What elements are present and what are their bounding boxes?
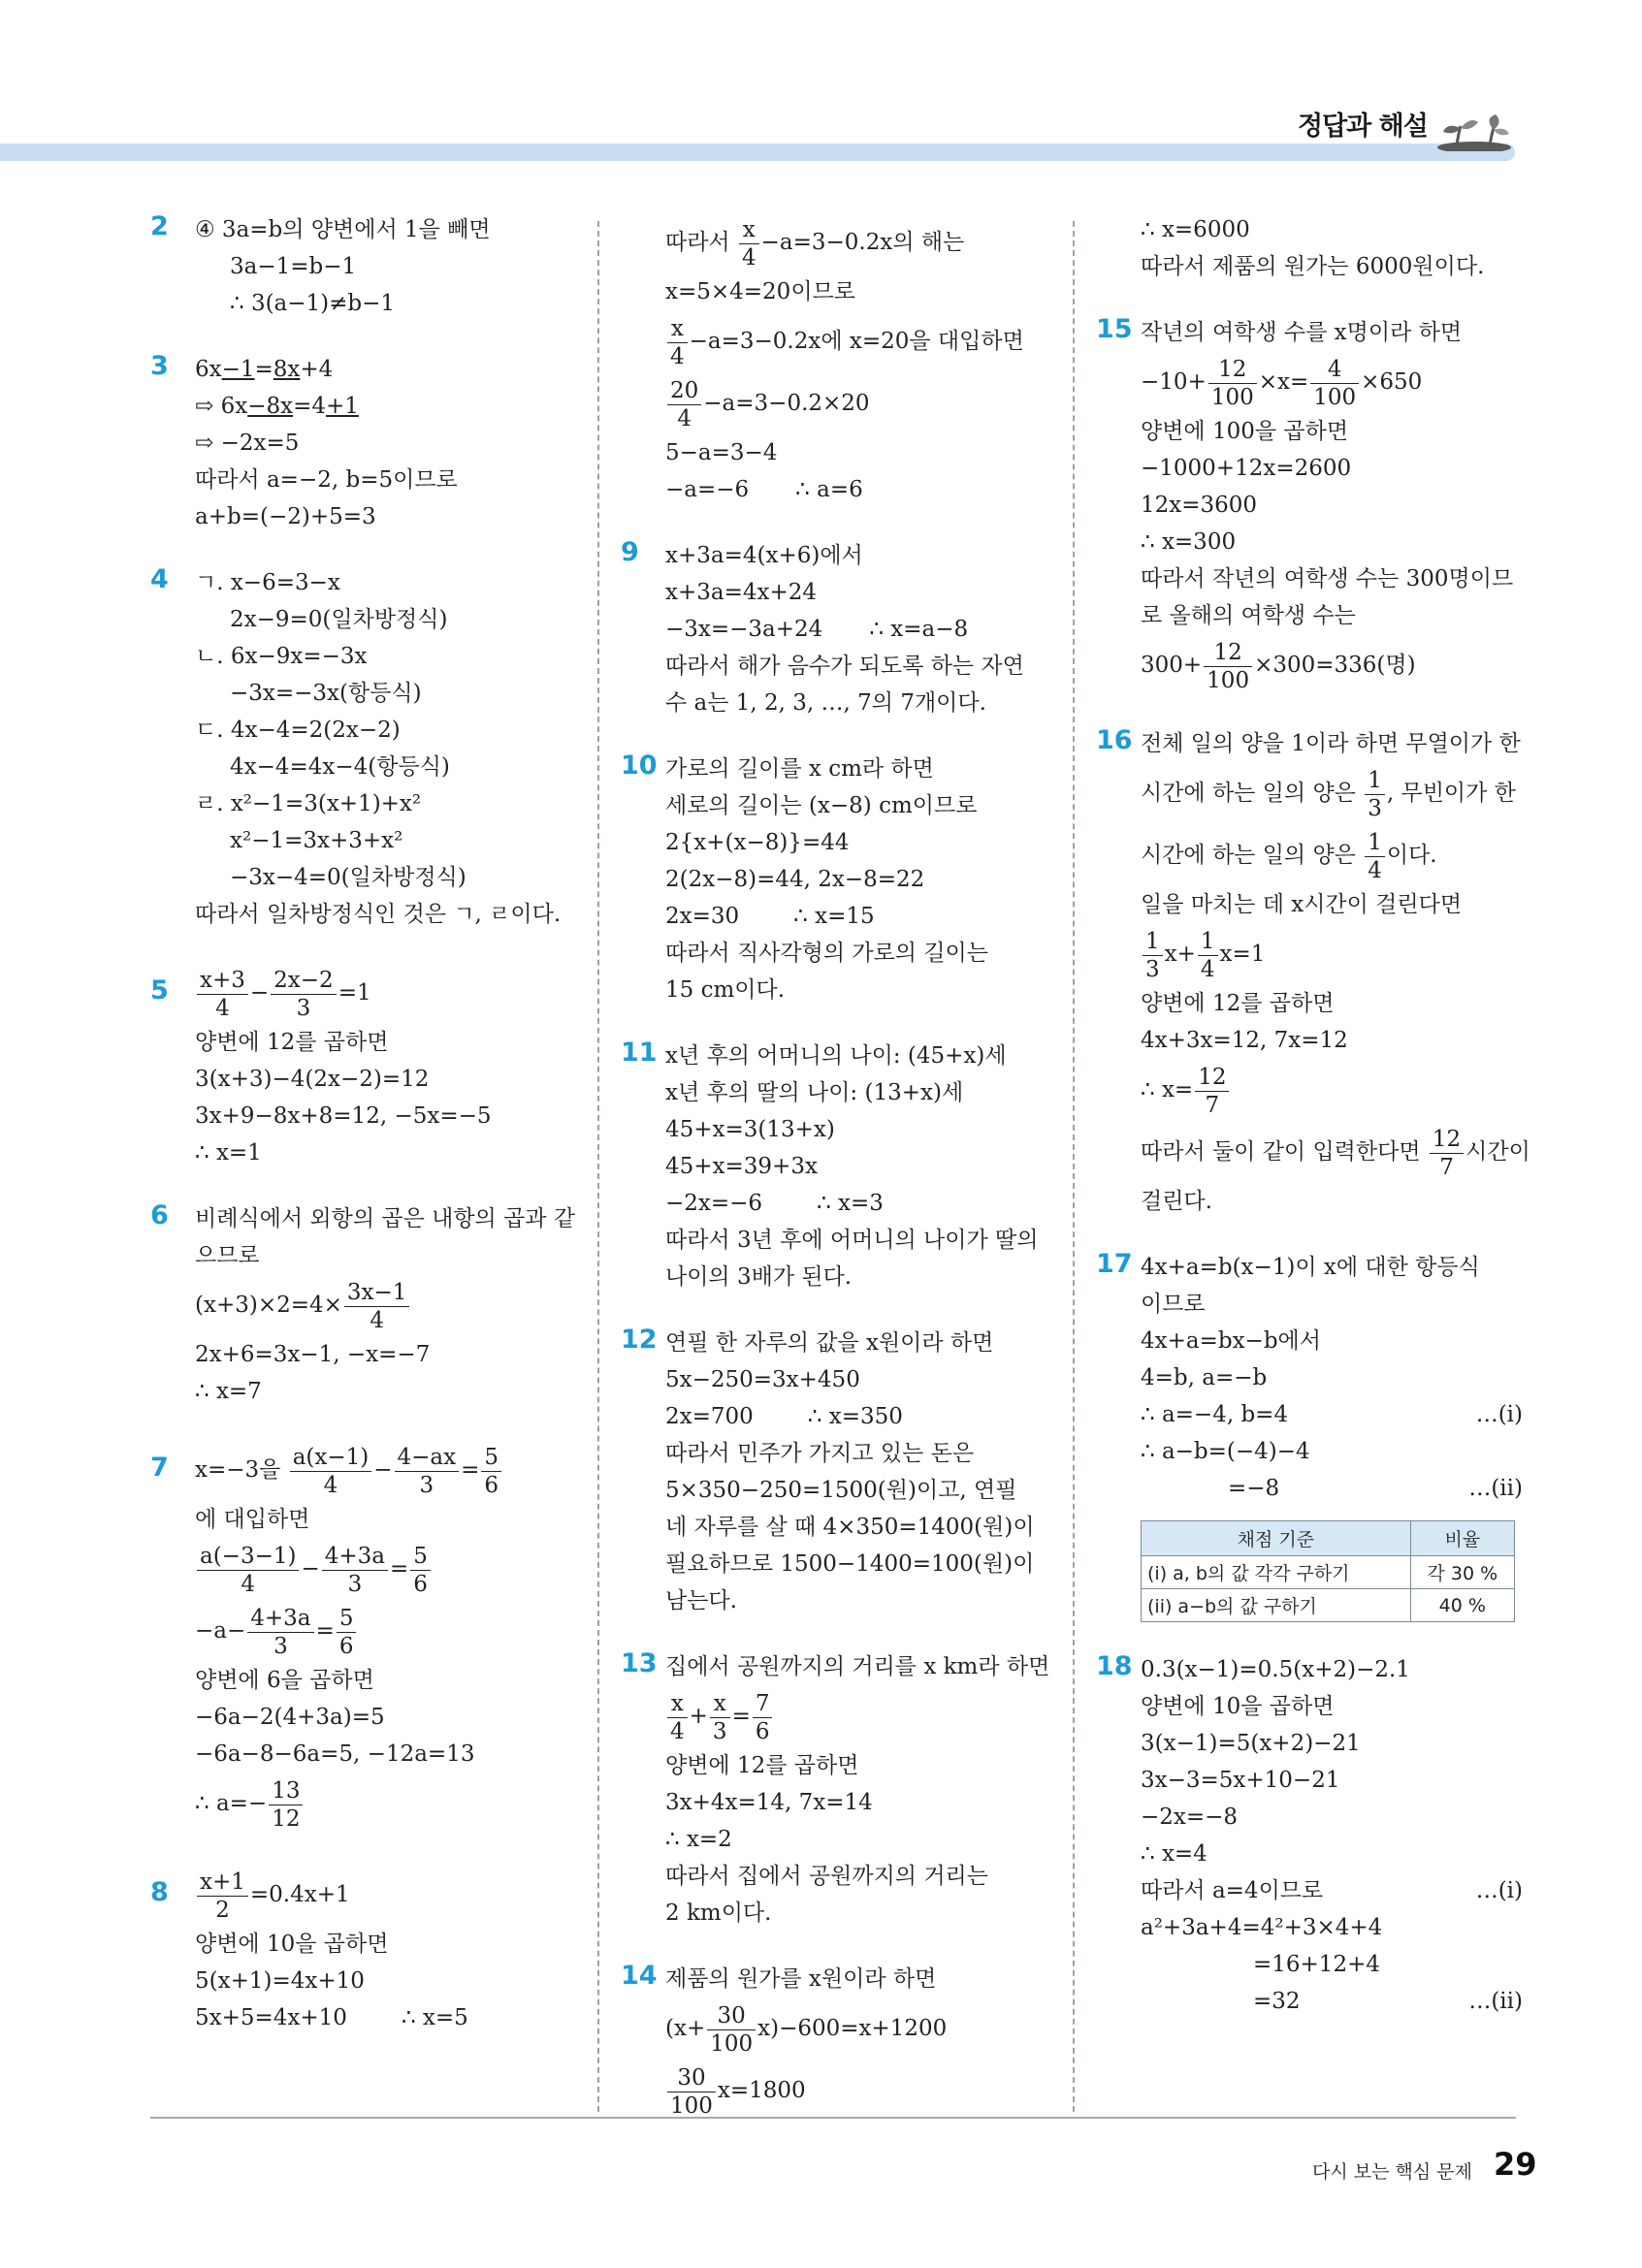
text-line: 따라서 일차방정식인 것은 ㄱ, ㄹ이다. xyxy=(195,902,562,927)
text-line: 2{x+(x−8)}=44 xyxy=(665,830,850,855)
text-line: ∴ x=4 xyxy=(1141,1841,1207,1867)
table-row: (ii) a−b의 값 구하기 40 % xyxy=(1142,1589,1515,1622)
equation-line: ∴ x= $\frac{12}{7}$ xyxy=(1141,1059,1523,1121)
text-line: 필요하므로 1500−1400=100(원)이 xyxy=(665,1551,1035,1577)
problem-number: 8 xyxy=(150,1877,169,1907)
equation-line: $\frac{x+3}{4}$ − $\frac{2x-2}{3}$ =1 xyxy=(195,962,577,1024)
text-line: ⇨ 6x−8x=4+1 xyxy=(195,394,359,419)
problem-14 xyxy=(621,1961,1047,2122)
text-line: 4=b, a=−b xyxy=(1141,1365,1268,1390)
text-line: a+b=(−2)+5=3 xyxy=(195,504,376,529)
text-line: 45+x=39+3x xyxy=(665,1154,818,1179)
text-line: x년 후의 딸의 나이: (13+x)세 xyxy=(665,1080,964,1105)
text-line: −3x−4=0(일차방정식) xyxy=(230,865,467,890)
problem-14-continued xyxy=(1096,211,1523,285)
text-line: 따라서 3년 후에 어머니의 나이가 딸의 xyxy=(665,1228,1039,1253)
text-line: 세로의 길이는 (x−8) cm이므로 xyxy=(665,793,978,818)
text-line: ㄴ. 6x−9x=−3x xyxy=(195,644,368,669)
text-line: 2x−9=0(일차방정식) xyxy=(230,607,448,632)
problem-number: 16 xyxy=(1096,725,1133,755)
text-line: 3(x+3)−4(2x−2)=12 xyxy=(195,1067,430,1092)
table-header: 채점 기준 xyxy=(1142,1521,1411,1556)
text-line: x=5×4=20이므로 xyxy=(665,279,855,304)
equation-line: 시간에 하는 일의 양은 $\frac{1}{3}$ , 무빈이가 한 xyxy=(1141,767,1516,821)
text-line: ∴ x=6000 xyxy=(1141,217,1250,242)
text-line: 따라서 집에서 공원까지의 거리는 xyxy=(665,1864,988,1889)
text-line: −3x=−3a+24 ∴ x=a−8 xyxy=(665,617,969,642)
text-line: 비례식에서 외항의 곱은 내항의 곱과 같 xyxy=(195,1206,576,1231)
text-line: 3x−3=5x+10−21 xyxy=(1141,1768,1340,1793)
text-line: 5−a=3−4 xyxy=(665,440,778,465)
text-line: ⇨ −2x=5 xyxy=(195,431,300,456)
text-line: 45+x=3(13+x) xyxy=(665,1117,835,1142)
text-line: 12x=3600 xyxy=(1141,493,1258,518)
problem-number: 18 xyxy=(1096,1651,1133,1681)
text-line: 4x−4=4x−4(항등식) xyxy=(230,754,450,780)
text-line: 15 cm이다. xyxy=(665,977,786,1003)
text-line: ∴ x=1 xyxy=(195,1140,262,1166)
text-line: ∴ x=2 xyxy=(665,1827,732,1852)
equation-line: 300+ $\frac{12}{100}$ ×300=336(명) xyxy=(1141,639,1416,693)
page-number: 29 xyxy=(1494,2146,1537,2183)
text-line: =32 …(ii) xyxy=(1253,1989,1523,2014)
text-line: 2x=700 ∴ x=350 xyxy=(665,1404,903,1429)
text-line: −3x=−3x(항등식) xyxy=(230,681,422,706)
equation-line: (x+ $\frac{30}{100}$ x)−600=x+1200 xyxy=(665,2002,948,2057)
text-line: 따라서 민주가 가지고 있는 돈은 xyxy=(665,1441,975,1466)
problem-number: 11 xyxy=(621,1038,658,1068)
text-line: 따라서 a=4이므로 …(i) xyxy=(1141,1878,1523,1903)
header-bar xyxy=(0,144,1515,161)
text-line: 남는다. xyxy=(665,1588,737,1613)
text-line: 3x+9−8x+8=12, −5x=−5 xyxy=(195,1103,492,1129)
text-line: 양변에 10을 곱하면 xyxy=(1141,1694,1335,1719)
table-row: (i) a, b의 값 각각 구하기 각 30 % xyxy=(1142,1556,1515,1589)
equation-line: x=−3을 $\frac{a(x-1)}{4}$ − $\frac{4-ax}{3}$ = $\frac{5}{6}$ xyxy=(195,1439,577,1501)
text-line: 2(2x−8)=44, 2x−8=22 xyxy=(665,867,925,892)
problem-16 xyxy=(1096,725,1530,1220)
text-line: 으므로 xyxy=(195,1243,260,1268)
equation-line: $\frac{x+1}{2}$ =0.4x+1 xyxy=(195,1864,577,1926)
text-line: 양변에 6을 곱하면 xyxy=(195,1668,374,1693)
equation-line: $\frac{20}{4}$ −a=3−0.2×20 xyxy=(665,372,1047,434)
text-line: 전체 일의 양을 1이라 하면 무열이가 한 xyxy=(1141,731,1521,756)
text-line: 양변에 12를 곱하면 xyxy=(195,1030,389,1055)
text-line: 양변에 12를 곱하면 xyxy=(665,1753,859,1778)
text-line: 5×350−250=1500(원)이고, 연필 xyxy=(665,1478,1017,1503)
text-line: 따라서 직사각형의 가로의 길이는 xyxy=(665,941,988,966)
text-line: 네 자루를 살 때 4×350=1400(원)이 xyxy=(665,1515,1035,1540)
problem-number: 13 xyxy=(621,1648,658,1678)
text-line: 따라서 해가 음수가 되도록 하는 자연 xyxy=(665,654,1024,679)
table-header: 비율 xyxy=(1410,1521,1514,1556)
problem-number: 3 xyxy=(150,351,169,381)
problem-6 xyxy=(150,1200,577,1410)
grading-table xyxy=(1141,1520,1515,1622)
equation-line: $\frac{1}{3}$ x+ $\frac{1}{4}$ x=1 xyxy=(1141,923,1523,985)
problem-12 xyxy=(621,1325,1047,1619)
problem-5 xyxy=(150,962,577,1171)
column-divider-1 xyxy=(597,221,599,2112)
text-line: −6a−2(4+3a)=5 xyxy=(195,1705,385,1730)
text-line: =−8 …(ii) xyxy=(1228,1476,1523,1501)
text-line: 5x+5=4x+10 ∴ x=5 xyxy=(195,2005,468,2030)
text-line: 2x+6=3x−1, −x=−7 xyxy=(195,1342,431,1367)
text-line: 5x−250=3x+450 xyxy=(665,1367,860,1392)
footer-rule xyxy=(150,2117,1516,2119)
problem-2 xyxy=(150,211,577,322)
footer-label: 다시 보는 핵심 문제 xyxy=(1312,2161,1472,2183)
problem-number: 12 xyxy=(621,1325,658,1355)
problem-15 xyxy=(1096,314,1523,696)
text-line: −a=−6 ∴ a=6 xyxy=(665,477,863,502)
problem-number: 2 xyxy=(150,211,169,241)
column-3 xyxy=(1096,211,1530,2049)
text-line: 연필 한 자루의 값을 x원이라 하면 xyxy=(665,1330,994,1356)
problem-10 xyxy=(621,751,1047,1008)
text-line: 따라서 a=−2, b=5이므로 xyxy=(195,467,458,493)
problem-number: 7 xyxy=(150,1453,169,1483)
text-line: 2x=30 ∴ x=15 xyxy=(665,904,875,929)
problem-number: 4 xyxy=(150,564,169,594)
text-line: 5(x+1)=4x+10 xyxy=(195,1968,365,1994)
text-line: 일을 마치는 데 x시간이 걸린다면 xyxy=(1141,892,1463,917)
problem-number: 15 xyxy=(1096,314,1133,344)
text-line: 0.3(x−1)=0.5(x+2)−2.1 xyxy=(1141,1657,1410,1682)
problem-number: 17 xyxy=(1096,1249,1133,1279)
header-title: 정답과 해설 xyxy=(1298,112,1428,142)
text-line: x²−1=3x+3+x² xyxy=(230,828,403,853)
text-line: 6x−1=8x+4 xyxy=(195,357,334,382)
equation-line: $\frac{x}{4}$ −a=3−0.2x에 x=20을 대입하면 xyxy=(665,310,1047,372)
text-line: 양변에 100을 곱하면 xyxy=(1141,419,1349,444)
text-line: =16+12+4 xyxy=(1253,1952,1380,1977)
text-line: ㄹ. x²−1=3(x+1)+x² xyxy=(195,791,422,816)
sprout-icon xyxy=(1435,109,1513,151)
equation-line: $\frac{a(-3-1)}{4}$ − $\frac{4+3a}{3}$ = $\frac{5}{6}$ xyxy=(195,1538,577,1600)
text-line: 나이의 3배가 된다. xyxy=(665,1264,853,1290)
text-line: 따라서 작년의 여학생 수는 300명이므 xyxy=(1141,566,1514,591)
text-line: −2x=−6 ∴ x=3 xyxy=(665,1191,884,1216)
equation-line: 따라서 둘이 같이 입력한다면 $\frac{12}{7}$ 시간이 xyxy=(1141,1126,1530,1180)
text-line: 4x+3x=12, 7x=12 xyxy=(1141,1028,1348,1053)
column-divider-2 xyxy=(1073,221,1075,2112)
problem-7 xyxy=(150,1439,577,1835)
text-line: 4x+a=b(x−1)이 x에 대한 항등식 xyxy=(1141,1255,1480,1280)
text-line: ∴ 3(a−1)≠b−1 xyxy=(230,291,396,316)
text-line: −2x=−8 xyxy=(1141,1805,1239,1830)
text-line: 수 a는 1, 2, 3, …, 7의 7개이다. xyxy=(665,690,986,716)
problem-3 xyxy=(150,351,577,535)
text-line: 제품의 원가를 x원이라 하면 xyxy=(665,1966,937,1992)
problem-number: 6 xyxy=(150,1200,169,1230)
problem-18 xyxy=(1096,1651,1523,2020)
text-line: 이므로 xyxy=(1141,1292,1206,1317)
text-line: x년 후의 어머니의 나이: (45+x)세 xyxy=(665,1043,1007,1069)
column-1 xyxy=(150,211,577,2065)
text-line: ∴ x=300 xyxy=(1141,529,1237,555)
text-line: −6a−8−6a=5, −12a=13 xyxy=(195,1741,475,1767)
text-line: 작년의 여학생 수를 x명이라 하면 xyxy=(1141,320,1463,345)
text-line: a²+3a+4=4²+3×4+4 xyxy=(1141,1915,1383,1940)
text-line: 양변에 10을 곱하면 xyxy=(195,1932,389,1957)
problem-4 xyxy=(150,564,577,933)
text-line: 집에서 공원까지의 거리를 x km라 하면 xyxy=(665,1654,1050,1679)
text-line: 에 대입하면 xyxy=(195,1507,310,1532)
equation-line: $\frac{x}{4}$ + $\frac{x}{3}$ = $\frac{7}{6}$ xyxy=(665,1685,1047,1747)
problem-number: 14 xyxy=(621,1961,658,1991)
problem-13 xyxy=(621,1648,1050,1932)
text-line: ④ 3a=b의 양변에서 1을 빼면 xyxy=(195,217,491,242)
equation-line: 시간에 하는 일의 양은 $\frac{1}{4}$ 이다. xyxy=(1141,829,1437,883)
column-2 xyxy=(621,211,1050,2151)
text-line: ∴ a−b=(−4)−4 xyxy=(1141,1439,1310,1464)
text-line: 3a−1=b−1 xyxy=(230,254,357,279)
text-line: 걸린다. xyxy=(1141,1189,1212,1214)
problem-8 xyxy=(150,1864,577,2036)
equation-line: −10+ $\frac{12}{100}$ ×x= $\frac{4}{100}$ ×650 xyxy=(1141,356,1423,410)
problem-8-continued xyxy=(621,211,1047,508)
equation-line: $\frac{30}{100}$ x=1800 xyxy=(665,2060,1047,2122)
text-line: 따라서 제품의 원가는 6000원이다. xyxy=(1141,254,1485,279)
text-line: 4x+a=bx−b에서 xyxy=(1141,1328,1321,1354)
text-line: 3(x−1)=5(x+2)−21 xyxy=(1141,1731,1361,1756)
text-line: 가로의 길이를 x cm라 하면 xyxy=(665,756,934,782)
text-line: x+3a=4x+24 xyxy=(665,580,818,605)
equation-line: 따라서 $\frac{x}{4}$ −a=3−0.2x의 해는 xyxy=(665,216,965,271)
problem-11 xyxy=(621,1038,1047,1295)
text-line: x+3a=4(x+6)에서 xyxy=(665,543,863,568)
equation-line: −a− $\frac{4+3a}{3}$ = $\frac{5}{6}$ xyxy=(195,1600,577,1662)
problem-number: 5 xyxy=(150,975,169,1006)
text-line: 로 올해의 여학생 수는 xyxy=(1141,603,1356,628)
equation-line: (x+3)×2=4× $\frac{3x-1}{4}$ xyxy=(195,1274,577,1336)
equation-line: ∴ a=− $\frac{13}{12}$ xyxy=(195,1773,577,1835)
text-line: 양변에 12를 곱하면 xyxy=(1141,991,1335,1016)
text-line: ㄷ. 4x−4=2(2x−2) xyxy=(195,718,401,743)
problem-number: 9 xyxy=(621,537,639,567)
text-line: ∴ a=−4, b=4 …(i) xyxy=(1141,1402,1523,1427)
problem-17 xyxy=(1096,1249,1523,1622)
text-line: 3x+4x=14, 7x=14 xyxy=(665,1790,873,1815)
problem-number: 10 xyxy=(621,751,658,781)
text-line: 2 km이다. xyxy=(665,1901,772,1926)
problem-9 xyxy=(621,537,1047,721)
text-line: ㄱ. x−6=3−x xyxy=(195,570,340,595)
text-line: ∴ x=7 xyxy=(195,1379,262,1404)
text-line: −1000+12x=2600 xyxy=(1141,456,1352,481)
